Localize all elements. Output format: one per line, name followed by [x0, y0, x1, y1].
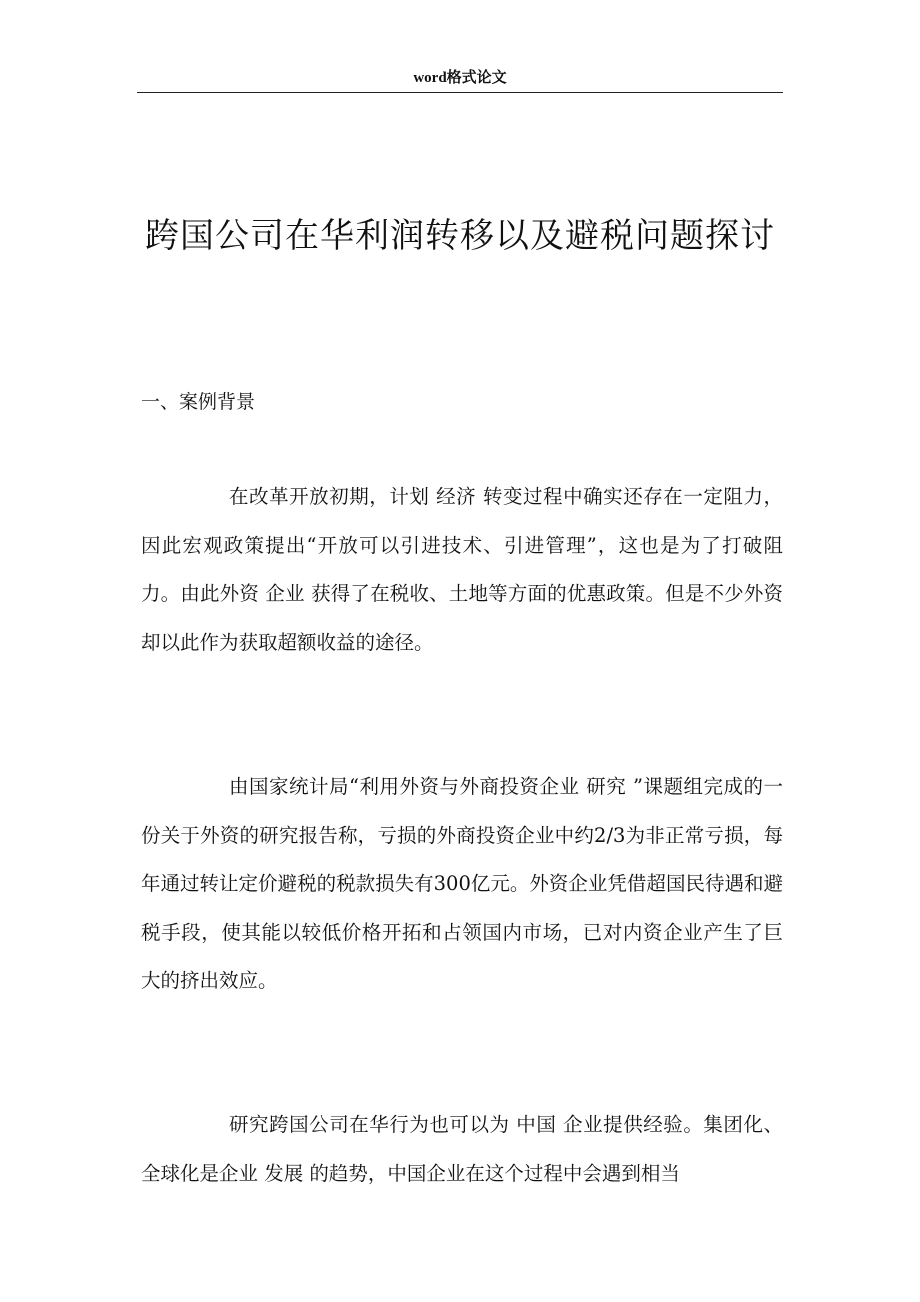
document-title: 跨国公司在华利润转移以及避税问题探讨 [145, 216, 775, 256]
body-paragraph-3: 研究跨国公司在华行为也可以为 中国 企业提供经验。集团化、全球化是企业 发展 的趋势，中国企业在这个过程中会遇到相当 [141, 1113, 783, 1185]
body-paragraph-1: 在改革开放初期，计划 经济 转变过程中确实还存在一定阻力，因此宏观政策提出“开放可以引进技术、引进管理”，这也是为了打破阻力。由此外资 企业 获得了在税收、土地等方面的优惠政策。但是不少外资却以此作为获取超额收益的途径。 [141, 485, 783, 654]
page-header: word格式论文 [137, 64, 783, 93]
body-paragraph-2: 由国家统计局“利用外资与外商投资企业 研究 ”课题组完成的一份关于外资的研究报告称，亏损的外商投资企业中约2/3为非正常亏损，每年通过转让定价避税的税款损失有300亿元。外资企业凭借超国民待遇和避税手段，使其能以较低价格开拓和占领国内市场，已对内资企业产生了巨大的挤出效应。 [141, 775, 783, 992]
section-heading: 一、案例背景 [141, 391, 256, 413]
